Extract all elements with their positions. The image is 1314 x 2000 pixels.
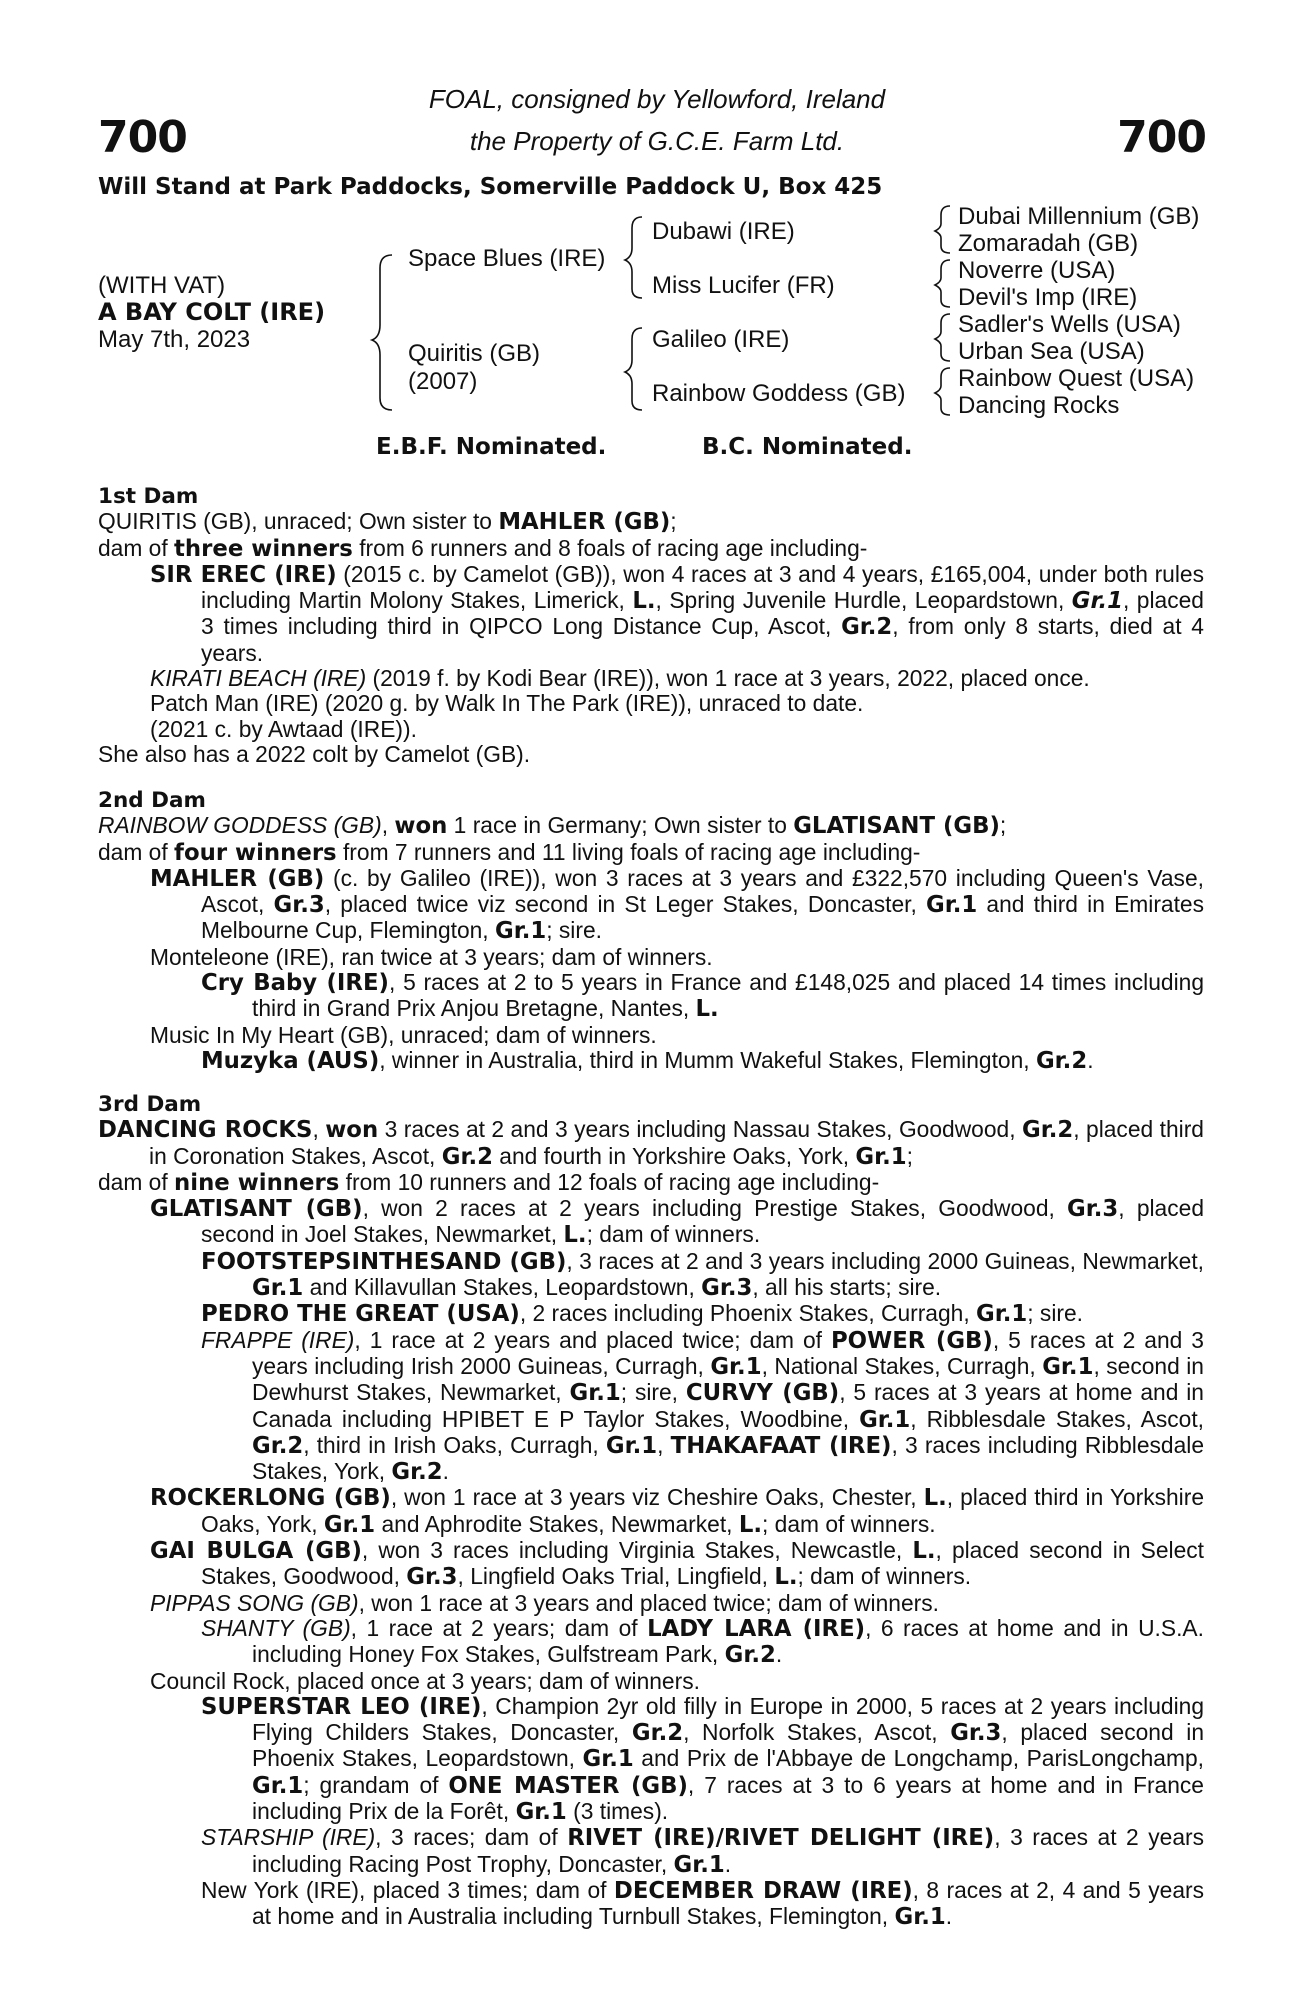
text-run: She also has a 2022 colt by Camelot (GB). xyxy=(98,740,531,767)
bold-text-run: Gr.3 xyxy=(701,1275,753,1302)
bold-text-run: Gr.3 xyxy=(950,1720,1002,1747)
second-dam-line-2 xyxy=(98,840,1204,866)
second-dam-line-1 xyxy=(98,813,1204,839)
third-dam-entry-council-rock xyxy=(98,1669,1204,1694)
text-run: , Champion 2yr old filly in Europe in 2000, 5 races at 2 years including Flying Childers Stakes, Doncaster, xyxy=(252,1692,1205,1746)
first-dam-entry-kirati-beach xyxy=(98,666,1204,691)
text-run: , placed third in Coronation Stakes, Ascot, xyxy=(149,1116,1204,1169)
third-dam-line-2 xyxy=(98,1170,1204,1196)
bold-text-run: Gr.1 xyxy=(859,1406,911,1433)
text-run: , 5 races at 2 to 5 years in France and £148,025 and placed 14 times including third in Grand Prix Anjou Bretagne, Nantes, xyxy=(252,969,1204,1022)
third-dam-entry-pippas-song xyxy=(98,1591,1204,1616)
text-run: QUIRITIS (GB), unraced; Own sister to xyxy=(98,508,499,535)
bold-text-run: Gr.1 xyxy=(976,1301,1028,1328)
text-run: ; dam of winners. xyxy=(762,1510,936,1537)
text-run: dam of xyxy=(98,1168,175,1195)
property-line: the Property of G.C.E. Farm Ltd. xyxy=(469,126,845,156)
ancestor-1: Dubai Millennium (GB) xyxy=(958,203,1200,230)
text-run: ; dam of winners. xyxy=(586,1221,761,1248)
text-run: , 8 races at 2, 4 and 5 years at home and in Australia including Turnbull Stakes, Flemington, xyxy=(252,1876,1204,1930)
third-dam-entry-superstar-leo xyxy=(98,1694,1204,1825)
first-dam-entry-patch-man xyxy=(98,691,1204,716)
bold-text-run: ROCKERLONG (GB) xyxy=(150,1485,391,1512)
bold-text-run: Gr.2 xyxy=(1035,1047,1088,1074)
text-run: dam of xyxy=(98,534,175,561)
third-dam-entry-footstepsinthesand xyxy=(98,1249,1204,1302)
text-run: . xyxy=(775,1641,783,1668)
bold-text-run: Gr.1 xyxy=(252,1772,304,1799)
third-dam-entry-rockerlong xyxy=(98,1485,1204,1538)
text-run: . xyxy=(442,1458,449,1485)
text-run: Patch Man (IRE) (2020 g. by Walk In The Park (IRE)), unraced to date. xyxy=(150,690,864,717)
text-run: , placed twice viz second in St Leger Stakes, Doncaster, xyxy=(324,891,926,918)
text-run: , winner in Australia, third in Mumm Wakeful Stakes, Flemington, xyxy=(379,1046,1036,1073)
bold-text-run: Gr.2 xyxy=(841,614,893,641)
bold-text-run: SIR EREC (IRE) xyxy=(150,561,337,588)
bold-text-run: L. xyxy=(912,1538,936,1565)
bold-text-run: L. xyxy=(923,1485,947,1512)
text-run: ; sire. xyxy=(546,917,602,944)
first-dam-section xyxy=(98,484,1204,767)
bold-text-run: Gr.1 xyxy=(515,1799,567,1826)
text-run: , 1 race at 2 years and placed twice; dam of xyxy=(354,1326,831,1353)
bold-text-run: SUPERSTAR LEO (IRE) xyxy=(201,1693,482,1720)
bold-text-run: CURVY (GB) xyxy=(685,1380,840,1407)
text-run: Monteleone (IRE), ran twice at 3 years; dam of winners. xyxy=(150,943,713,970)
text-run: , placed third in Yorkshire Oaks, York, xyxy=(201,1484,1205,1537)
bold-text-run: Gr.1 xyxy=(925,892,978,919)
text-run: , 3 races including Ribblesdale Stakes, York, xyxy=(252,1431,1204,1485)
bold-text-run: three winners xyxy=(174,535,353,562)
text-run: , from only 8 starts, died at 4 years. xyxy=(201,613,1204,666)
bold-text-run: Gr.1 xyxy=(1042,1353,1094,1380)
text-run: . xyxy=(1087,1046,1094,1073)
bold-text-run: GLATISANT (GB) xyxy=(150,1196,363,1223)
foaling-date: May 7th, 2023 xyxy=(98,326,251,353)
text-run: , second in Dewhurst Stakes, Newmarket, xyxy=(252,1352,1204,1406)
dam-year: (2007) xyxy=(408,368,478,395)
text-run: and third in Emirates Melbourne Cup, Flemington, xyxy=(201,891,1205,944)
text-run: , won 1 race at 3 years viz Cheshire Oaks, Chester, xyxy=(390,1484,924,1511)
first-dam-entry-2022-colt xyxy=(98,742,1204,767)
dam-sire: Galileo (IRE) xyxy=(652,326,790,353)
bold-text-run: Gr.1 xyxy=(894,1904,946,1931)
bold-text-run: Gr.1 xyxy=(582,1746,634,1773)
text-run: , Spring Juvenile Hurdle, Leopardstown, xyxy=(655,587,1072,614)
third-dam-section xyxy=(98,1092,1204,1931)
bold-text-run: four winners xyxy=(174,839,337,866)
italic-text-run: SHANTY (GB) xyxy=(201,1614,351,1641)
third-dam-entry-gai-bulga xyxy=(98,1538,1204,1591)
bold-text-run: THAKAFAAT (IRE) xyxy=(670,1432,892,1459)
bold-text-run: Gr.1 xyxy=(605,1432,658,1459)
text-run: , 6 races at home and in U.S.A. including Honey Fox Stakes, Gulfstream Park, xyxy=(252,1614,1204,1668)
ancestor-4: Devil's Imp (IRE) xyxy=(958,284,1138,311)
text-run: Council Rock, placed once at 3 years; dam of winners. xyxy=(150,1667,700,1694)
first-dam-heading: 1st Dam xyxy=(98,484,199,509)
bold-text-run: DANCING ROCKS xyxy=(98,1117,313,1144)
dam-dam: Rainbow Goddess (GB) xyxy=(652,380,906,407)
bold-text-run: DECEMBER DRAW (IRE) xyxy=(613,1877,913,1904)
bold-text-run: Gr.1 xyxy=(1071,588,1124,615)
bold-text-run: Gr.2 xyxy=(724,1642,776,1669)
second-dam-entry-music-in-my-heart xyxy=(98,1023,1204,1048)
text-run: ; dam of winners. xyxy=(797,1563,972,1590)
italic-text-run: RAINBOW GODDESS (GB) xyxy=(98,812,382,839)
text-run: , 3 races at 2 years including Racing Post Trophy, Doncaster, xyxy=(252,1824,1204,1877)
horse-name: A BAY COLT (IRE) xyxy=(98,298,326,326)
text-run: , placed second in Joel Stakes, Newmarket, xyxy=(201,1195,1204,1248)
first-dam-entry-sir-erec xyxy=(98,562,1204,666)
text-run: (2021 c. by Awtaad (IRE)). xyxy=(150,715,417,742)
text-run: (2015 c. by Camelot (GB)), won 4 races at 3 and 4 years, £165,004, under both rules including Martin Molony Stakes, Limerick, xyxy=(201,560,1204,614)
text-run: 3 races at 2 and 3 years including Nassau Stakes, Goodwood, xyxy=(378,1116,1022,1143)
ancestor-6: Urban Sea (USA) xyxy=(958,338,1145,365)
text-run: , 7 races at 3 to 6 years at home and in France including Prix de la Forêt, xyxy=(252,1771,1204,1825)
consigned-line: FOAL, consigned by Yellowford, Ireland xyxy=(428,84,886,114)
bold-text-run: Gr.2 xyxy=(252,1432,304,1459)
bold-text-run: PEDRO THE GREAT (USA) xyxy=(201,1301,520,1328)
text-run: , Lingfield Oaks Trial, Lingfield, xyxy=(457,1563,775,1590)
bold-text-run: FOOTSTEPSINTHESAND (GB) xyxy=(201,1248,567,1275)
text-run: , 1 race at 2 years; dam of xyxy=(350,1614,648,1641)
text-run: ; xyxy=(999,812,1007,839)
text-run: , 5 races at 2 and 3 years including Irish 2000 Guineas, Curragh, xyxy=(252,1326,1204,1379)
text-run: from 6 runners and 8 foals of racing age including- xyxy=(352,534,868,561)
text-run: New York (IRE), placed 3 times; dam of xyxy=(201,1876,614,1903)
bold-text-run: MAHLER (GB) xyxy=(498,509,671,536)
bold-text-run: RIVET (IRE)/RIVET DELIGHT (IRE) xyxy=(567,1825,995,1852)
bold-text-run: GAI BULGA (GB) xyxy=(150,1538,362,1565)
sire: Space Blues (IRE) xyxy=(408,245,606,272)
text-run: (2019 f. by Kodi Bear (IRE)), won 1 race at 3 years, 2022, placed once. xyxy=(366,665,1090,692)
second-dam-entry-cry-baby xyxy=(98,970,1204,1023)
text-run: , placed second in Phoenix Stakes, Leopardstown, xyxy=(252,1719,1205,1772)
text-run: ; xyxy=(906,1142,913,1169)
bold-text-run: Gr.2 xyxy=(391,1459,443,1486)
text-run: , all his starts; sire. xyxy=(752,1274,942,1301)
bold-text-run: Muzyka (AUS) xyxy=(201,1047,380,1074)
sire-dam: Miss Lucifer (FR) xyxy=(652,272,835,299)
bold-text-run: Gr.1 xyxy=(855,1143,907,1170)
bold-text-run: L. xyxy=(774,1564,798,1591)
ancestor-3: Noverre (USA) xyxy=(958,257,1116,284)
second-dam-entry-muzyka xyxy=(98,1048,1204,1074)
text-run: , won 2 races at 2 years including Prestige Stakes, Goodwood, xyxy=(362,1195,1068,1222)
ancestor-2: Zomaradah (GB) xyxy=(958,230,1139,257)
first-dam-line-2 xyxy=(98,536,1204,562)
bold-text-run: LADY LARA (IRE) xyxy=(647,1615,866,1642)
bold-text-run: Gr.2 xyxy=(1022,1117,1074,1144)
bold-text-run: Gr.1 xyxy=(494,918,547,945)
text-run: (c. by Galileo (IRE)), won 3 races at 3 years and £322,570 including Queen's Vase, Ascot, xyxy=(201,864,1204,918)
third-dam-entry-new-york xyxy=(98,1878,1204,1931)
lot-number-right: 700 xyxy=(1117,112,1206,163)
bold-text-run: L. xyxy=(695,996,719,1023)
third-dam-entry-pedro-the-great xyxy=(98,1301,1204,1327)
text-run: 1 race in Germany; Own sister to xyxy=(447,812,794,839)
bold-text-run: Gr.3 xyxy=(1067,1196,1119,1223)
ancestor-8: Dancing Rocks xyxy=(958,392,1120,419)
text-run: , Ribblesdale Stakes, Ascot, xyxy=(910,1405,1204,1432)
italic-text-run: FRAPPE (IRE) xyxy=(201,1326,355,1353)
sire-sire: Dubawi (IRE) xyxy=(652,218,795,245)
third-dam-entry-shanty xyxy=(98,1616,1204,1669)
third-dam-line-1 xyxy=(98,1117,1204,1170)
bold-text-run: Gr.1 xyxy=(710,1353,762,1380)
bold-text-run: Gr.1 xyxy=(323,1511,376,1538)
bold-text-run: Gr.1 xyxy=(569,1380,621,1407)
text-run: (3 times). xyxy=(566,1798,669,1825)
italic-text-run: PIPPAS SONG (GB) xyxy=(150,1589,359,1616)
second-dam-section xyxy=(98,788,1204,1074)
dam: Quiritis (GB) xyxy=(408,340,540,367)
bold-text-run: Gr.1 xyxy=(673,1851,725,1878)
bold-text-run: won xyxy=(394,813,448,840)
bold-text-run: MAHLER (GB) xyxy=(150,865,325,892)
text-run: , 5 races at 3 years at home and in Canada including HPIBET E P Taylor Stakes, Woodbine, xyxy=(252,1379,1204,1432)
second-dam-entry-mahler xyxy=(98,866,1204,945)
bold-text-run: GLATISANT (GB) xyxy=(793,813,1000,840)
text-run: , National Stakes, Curragh, xyxy=(761,1352,1043,1379)
bold-text-run: Gr.3 xyxy=(406,1564,458,1591)
text-run: ; sire, xyxy=(620,1379,686,1406)
text-run: , xyxy=(312,1116,326,1143)
text-run: , Norfolk Stakes, Ascot, xyxy=(683,1719,951,1746)
text-run: , placed second in Select Stakes, Goodwood, xyxy=(201,1537,1204,1590)
text-run: , won 1 race at 3 years and placed twice; dam of winners. xyxy=(358,1589,939,1616)
bc-nominated: B.C. Nominated. xyxy=(702,434,913,460)
italic-text-run: KIRATI BEACH (IRE) xyxy=(150,665,367,692)
bold-text-run: POWER (GB) xyxy=(830,1327,993,1354)
vat-label: (WITH VAT) xyxy=(98,272,226,299)
bold-text-run: L. xyxy=(563,1222,587,1249)
text-run: and Killavullan Stakes, Leopardstown, xyxy=(303,1274,702,1301)
text-run: ; sire. xyxy=(1027,1300,1083,1327)
italic-text-run: STARSHIP (IRE) xyxy=(201,1824,376,1851)
ancestor-7: Rainbow Quest (USA) xyxy=(958,365,1195,392)
text-run: and Prix de l'Abbaye de Longchamp, ParisLongchamp, xyxy=(633,1745,1204,1772)
text-run: dam of xyxy=(98,838,175,865)
text-run: , 3 races at 2 and 3 years including 2000 Guineas, Newmarket, xyxy=(566,1247,1204,1274)
bold-text-run: won xyxy=(325,1117,379,1144)
third-dam-entry-glatisant xyxy=(98,1196,1204,1249)
text-run: , 2 races including Phoenix Stakes, Curragh, xyxy=(519,1300,977,1327)
text-run: from 7 runners and 11 living foals of racing age including- xyxy=(336,838,921,865)
text-run: . xyxy=(945,1903,953,1930)
text-run: , third in Irish Oaks, Curragh, xyxy=(303,1431,606,1458)
bold-text-run: Gr.1 xyxy=(252,1275,304,1302)
bold-text-run: ONE MASTER (GB) xyxy=(448,1772,688,1799)
bold-text-run: L. xyxy=(632,588,656,615)
ebf-nominated: E.B.F. Nominated. xyxy=(376,434,607,460)
text-run: , placed 3 times including third in QIPCO Long Distance Cup, Ascot, xyxy=(201,587,1204,640)
text-run: . xyxy=(724,1850,732,1877)
bold-text-run: Gr.3 xyxy=(273,892,325,919)
text-run: ; grandam of xyxy=(303,1771,449,1798)
text-run: ; xyxy=(670,508,677,535)
third-dam-heading: 3rd Dam xyxy=(98,1092,202,1117)
second-dam-entry-monteleone xyxy=(98,945,1204,970)
text-run: from 10 runners and 12 foals of racing age including- xyxy=(339,1168,880,1195)
text-run: , xyxy=(381,812,395,839)
bold-text-run: L. xyxy=(738,1511,763,1538)
second-dam-heading: 2nd Dam xyxy=(98,788,206,813)
text-run: and fourth in Yorkshire Oaks, York, xyxy=(492,1142,856,1169)
bold-text-run: Gr.2 xyxy=(631,1720,684,1747)
ancestor-5: Sadler's Wells (USA) xyxy=(958,311,1181,338)
text-run: , xyxy=(657,1431,671,1458)
third-dam-entry-frappe xyxy=(98,1328,1204,1486)
text-run: and Aphrodite Stakes, Newmarket, xyxy=(375,1510,739,1537)
third-dam-entry-starship xyxy=(98,1825,1204,1878)
first-dam-entry-2021-colt xyxy=(98,717,1204,742)
bold-text-run: Gr.2 xyxy=(441,1143,493,1170)
text-run: Music In My Heart (GB), unraced; dam of winners. xyxy=(150,1021,657,1048)
text-run: , 3 races; dam of xyxy=(375,1824,568,1851)
bold-text-run: nine winners xyxy=(174,1169,340,1196)
lot-number-left: 700 xyxy=(98,112,187,163)
first-dam-line-1 xyxy=(98,509,1204,535)
text-run: , won 3 races including Virginia Stakes, Newcastle, xyxy=(361,1537,913,1564)
stand-line: Will Stand at Park Paddocks, Somerville Paddock U, Box 425 xyxy=(98,174,883,200)
bold-text-run: Cry Baby (IRE) xyxy=(201,970,389,997)
